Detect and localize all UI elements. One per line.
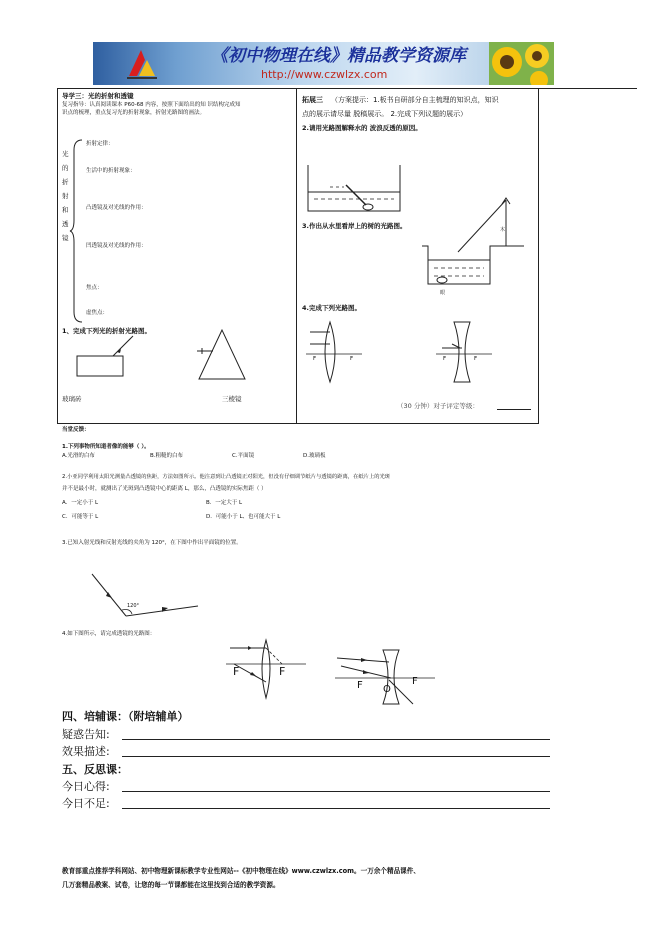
item-refraction-phenomena: 生活中的折射现象： bbox=[86, 168, 136, 174]
feedback-q2-option-d[interactable]: D．可能小于 L、也可能大于 L bbox=[206, 514, 281, 520]
hint-line1: （方案提示：1.板书自研部分自主梳理的知识点，知识 bbox=[331, 96, 499, 104]
feedback-q3: 3.已知入射光线和反射光线的夹角为 120°，在下图中作出平面镜的位置。 bbox=[62, 540, 242, 546]
footer-line1: 教育部重点推荐学科网站、初中物理新课标教学专业性网站--《初中物理在线》www.czwlzx.com。一万余个精品课件、 bbox=[62, 867, 420, 875]
right-heading: 拓展三 bbox=[302, 96, 323, 104]
label-f-concave-left: F bbox=[443, 356, 447, 362]
hint-line2: 点的展示请尽量 脱稿展示。 2.完成下列议题的展示） bbox=[302, 110, 468, 118]
section5-field-shortfalls-label: 今日不足: bbox=[62, 797, 110, 810]
feedback-q1: 1.下列事物所知道者像的能够（ ）。 bbox=[62, 444, 150, 450]
vertical-label: 光 的 折 射 和 透 镜 bbox=[62, 150, 69, 242]
section5-field-gains-label: 今日心得: bbox=[62, 780, 110, 793]
feedback-heading: 当堂反馈： bbox=[62, 427, 90, 433]
right-top-line bbox=[537, 88, 637, 89]
banner-title: 《初中物理在线》精品教学资源库 bbox=[211, 46, 466, 66]
right-q3: 3.作出从水里看岸上的树的光路图。 bbox=[302, 222, 407, 230]
section4-field-doubts-input[interactable] bbox=[122, 739, 550, 740]
item-convex-lens: 凸透镜及对光线的作用： bbox=[86, 205, 147, 211]
guide-line2: 识点的梳理，重点复习光的折射现象，折射光路图的画法。 bbox=[62, 110, 206, 116]
prism-diagram bbox=[195, 327, 250, 382]
feedback-q1-option-a[interactable]: A.光滑的白布 bbox=[62, 453, 95, 459]
item-focus: 焦点： bbox=[86, 285, 103, 291]
feedback-q2-option-a[interactable]: A．一定小于 L bbox=[62, 500, 99, 506]
left-q1: 1、完成下列光的折射光路图。 bbox=[62, 327, 152, 335]
structure-brace bbox=[70, 138, 84, 324]
label-o-fb-concave: O bbox=[383, 684, 391, 695]
score-field[interactable] bbox=[497, 409, 531, 410]
label-prism: 三棱镜 bbox=[222, 395, 242, 403]
label-f-fb-convex-left: F bbox=[233, 665, 240, 678]
item-concave-lens: 凹透镜及对光线的作用： bbox=[86, 243, 147, 249]
section5-field-shortfalls-input[interactable] bbox=[122, 808, 550, 809]
right-q2: 2.请用光路图解释水的 波浪反透的原因。 bbox=[302, 124, 422, 132]
label-tree: 木 bbox=[500, 227, 506, 233]
label-f-convex-left: F bbox=[313, 356, 317, 362]
label-f-convex-right: F bbox=[350, 356, 354, 362]
item-virtual-focus: 虚焦点： bbox=[86, 310, 109, 316]
feedback-q1-option-c[interactable]: C.平面镜 bbox=[232, 453, 255, 459]
feedback-q2-line2: 并不是最小时，就测出了光斑到凸透镜中心的距离 L，那么，凸透镜的实际焦距（ ） bbox=[62, 486, 267, 492]
label-f-fb-concave-right: F bbox=[412, 676, 418, 687]
section4-field-doubts-label: 疑惑告知: bbox=[62, 728, 110, 741]
left-heading: 导学三：光的折射和透镜 bbox=[62, 92, 134, 100]
banner bbox=[93, 42, 554, 85]
feedback-q2-line1: 2.小亚同学利用太阳光测量凸透镜的焦距，方法如图所示。他注意到让凸透镜正对阳光，但没有仔细调节纸片与透镜的距离，在纸片上的光斑 bbox=[62, 474, 391, 480]
banner-url: http://www.czwlzx.com bbox=[261, 68, 388, 81]
section4-field-effect-input[interactable] bbox=[122, 756, 550, 757]
feedback-concave-lens-diagram bbox=[333, 648, 437, 706]
guide-line1: 复习指导：认真阅读课本 P60-68 内容，按照下面给出的知 识结构完成知 bbox=[62, 102, 241, 108]
item-refraction-law: 折射定律： bbox=[86, 141, 114, 147]
right-q4: 4.完成下列光路图。 bbox=[302, 304, 361, 312]
label-f-fb-concave-left: F bbox=[357, 680, 363, 691]
feedback-q2-option-b[interactable]: B．一定大于 L bbox=[206, 500, 243, 506]
label-f-concave-right: F bbox=[474, 356, 478, 362]
section4-field-effect-label: 效果描述: bbox=[62, 745, 110, 758]
section4-heading: 四、培辅课：（附培辅单） bbox=[62, 710, 189, 723]
logo-icon bbox=[125, 46, 159, 80]
feedback-q1-option-d[interactable]: D.玻璃板 bbox=[303, 453, 326, 459]
section5-field-gains-input[interactable] bbox=[122, 791, 550, 792]
feedback-q4: 4.如下图所示，请完成透镜的光路图： bbox=[62, 631, 156, 637]
label-angle-120: 120° bbox=[127, 603, 140, 609]
feedback-q1-option-b[interactable]: B.粗糙的白布 bbox=[150, 453, 184, 459]
glass-block-diagram bbox=[75, 334, 135, 379]
tree-water-diagram bbox=[420, 196, 526, 298]
footer-line2: 几万套精品教案、试卷，让您的每一节课都能在这里找到合适的教学资源。 bbox=[62, 881, 280, 889]
water-refraction-diagram bbox=[306, 165, 402, 215]
score-label: （30 分钟）对子评定等级： bbox=[397, 402, 479, 410]
label-f-fb-convex-right: F bbox=[279, 665, 286, 678]
section5-heading: 五、反思课： bbox=[62, 763, 128, 776]
panel-divider bbox=[296, 88, 297, 423]
concave-lens-diagram bbox=[436, 318, 492, 384]
mirror-angle-diagram bbox=[90, 570, 200, 622]
sunflower-icon bbox=[489, 42, 554, 85]
label-eye: 眼 bbox=[440, 290, 446, 296]
label-glass-block: 玻璃砖 bbox=[62, 395, 82, 403]
feedback-q2-option-c[interactable]: C．可能等于 L bbox=[62, 514, 99, 520]
convex-lens-diagram bbox=[306, 318, 362, 384]
